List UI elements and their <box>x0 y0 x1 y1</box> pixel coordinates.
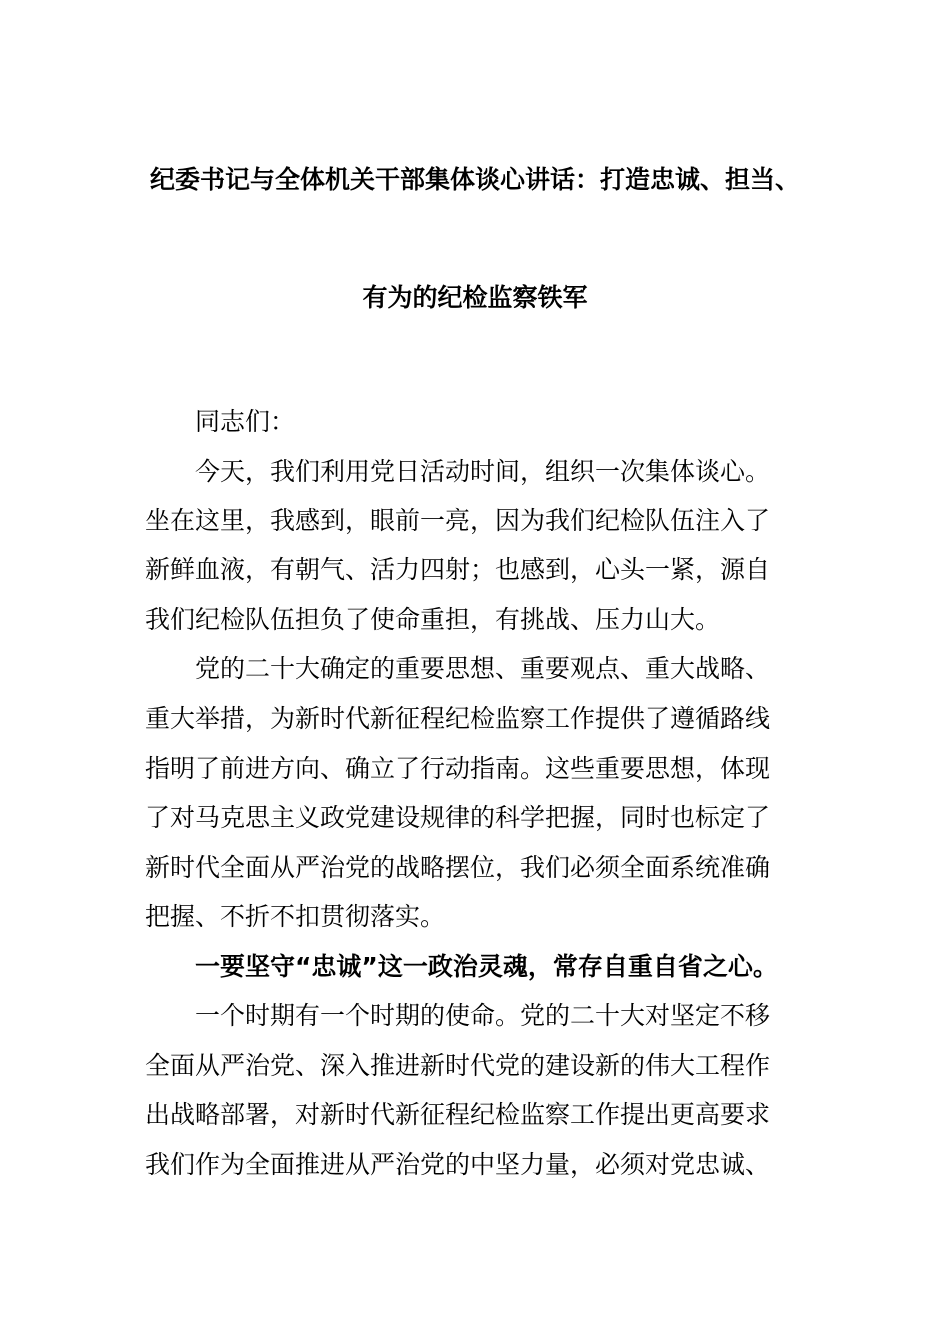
body-line: 党的二十大确定的重要思想、重要观点、重大战略、 <box>195 654 771 683</box>
body-line: 全面从严治党、深入推进新时代党的建设新的伟大工程作 <box>145 1051 771 1080</box>
body-line: 新时代全面从严治党的战略摆位，我们必须全面系统准确 <box>145 853 771 882</box>
body-line: 重大举措，为新时代新征程纪检监察工作提供了遵循路线 <box>145 704 771 733</box>
document-title-line-2: 有为的纪检监察铁军 <box>362 283 588 312</box>
salutation: 同志们： <box>195 407 296 436</box>
body-line: 我们纪检队伍担负了使命重担，有挑战、压力山大。 <box>145 605 721 634</box>
body-line: 把握、不折不扣贯彻落实。 <box>145 902 446 931</box>
body-line: 出战略部署，对新时代新征程纪检监察工作提出更高要求 <box>145 1100 771 1129</box>
document-title-line-1: 纪委书记与全体机关干部集体谈心讲话：打造忠诚、担当、 <box>149 165 800 194</box>
body-line: 坐在这里，我感到，眼前一亮，因为我们纪检队伍注入了 <box>145 506 771 535</box>
body-line: 指明了前进方向、确立了行动指南。这些重要思想，体现 <box>145 754 771 783</box>
section-heading: 一要坚守“忠诚”这一政治灵魂，常存自重自省之心。 <box>195 952 778 981</box>
body-line: 新鲜血液，有朝气、活力四射；也感到，心头一紧，源自 <box>145 555 771 584</box>
body-line: 今天，我们利用党日活动时间，组织一次集体谈心。 <box>195 457 771 486</box>
body-line: 我们作为全面推进从严治党的中坚力量，必须对党忠诚、 <box>145 1150 771 1179</box>
body-line: 一个时期有一个时期的使命。党的二十大对坚定不移 <box>195 1001 771 1030</box>
body-line: 了对马克思主义政党建设规律的科学把握，同时也标定了 <box>145 803 771 832</box>
